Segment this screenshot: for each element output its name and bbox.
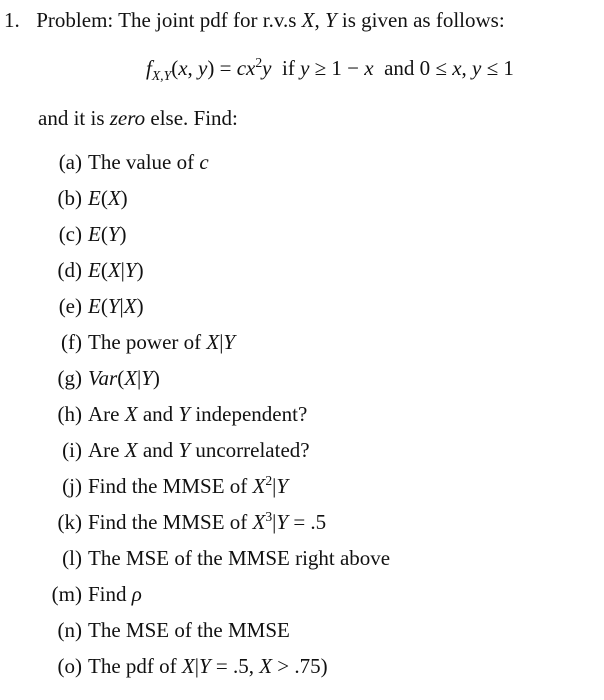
item-label: (d) bbox=[57, 258, 82, 282]
item-text: The MSE of the MMSE bbox=[88, 618, 290, 642]
problem-number: 1. bbox=[4, 8, 20, 32]
list-item bbox=[0, 440, 604, 466]
item-label: (n) bbox=[57, 618, 82, 642]
item-label: (a) bbox=[58, 150, 82, 174]
item-text: E(Y|X) bbox=[88, 294, 144, 318]
item-label: (o) bbox=[57, 654, 82, 678]
item-label: (k) bbox=[57, 510, 82, 534]
item-text: The power of X|Y bbox=[88, 330, 236, 354]
after-formula-text: and it is zero else. Find: bbox=[38, 106, 238, 130]
problem-intro: Problem: The joint pdf for r.v.s X, Y is given as follows: bbox=[36, 8, 505, 32]
item-label: (h) bbox=[57, 402, 82, 426]
item-label: (j) bbox=[62, 474, 82, 498]
list-item bbox=[0, 509, 604, 538]
item-label: (m) bbox=[51, 582, 82, 606]
list-item bbox=[0, 473, 604, 502]
item-text: Find the MMSE of $X^3|Y = .5$ bbox=[88, 509, 327, 534]
item-text: E(Y) bbox=[88, 222, 127, 246]
item-label: (l) bbox=[62, 546, 82, 570]
list-item bbox=[0, 332, 604, 358]
item-text: Find ρ bbox=[88, 582, 142, 606]
item-text: The pdf of X|Y = .5, X > .75) bbox=[88, 654, 328, 678]
item-label: (i) bbox=[62, 438, 82, 462]
item-label: (c) bbox=[58, 222, 82, 246]
item-label: (g) bbox=[57, 366, 82, 390]
item-text: E(X|Y) bbox=[88, 258, 144, 282]
list-item bbox=[0, 584, 604, 610]
item-label: (b) bbox=[57, 186, 82, 210]
list-item bbox=[0, 548, 604, 574]
problem-header bbox=[4, 10, 505, 31]
list-item bbox=[0, 368, 604, 394]
item-text: The value of c bbox=[88, 150, 209, 174]
item-label: (e) bbox=[58, 294, 82, 318]
list-item bbox=[0, 620, 604, 646]
list-item bbox=[0, 224, 604, 250]
item-text: The MSE of the MMSE right above bbox=[88, 546, 391, 570]
list-item bbox=[0, 260, 604, 286]
list-item bbox=[0, 404, 604, 430]
item-text: E(X) bbox=[88, 186, 128, 210]
list-item bbox=[0, 152, 604, 178]
item-text: Are X and Y independent? bbox=[88, 402, 308, 426]
list-item bbox=[0, 296, 604, 322]
item-text: Are X and Y uncorrelated? bbox=[88, 438, 310, 462]
item-label: (f) bbox=[61, 330, 82, 354]
list-item bbox=[0, 188, 604, 214]
list-item bbox=[0, 656, 604, 682]
joint-pdf-formula: $f_{X,Y}(x$, $y) = cx^2y$ if y ≥ 1 − x and 0 ≤ x, y ≤ 1 bbox=[146, 55, 514, 84]
item-text: Find the MMSE of $X^2|Y$ bbox=[88, 473, 289, 498]
item-text: Var(X|Y) bbox=[88, 366, 160, 390]
